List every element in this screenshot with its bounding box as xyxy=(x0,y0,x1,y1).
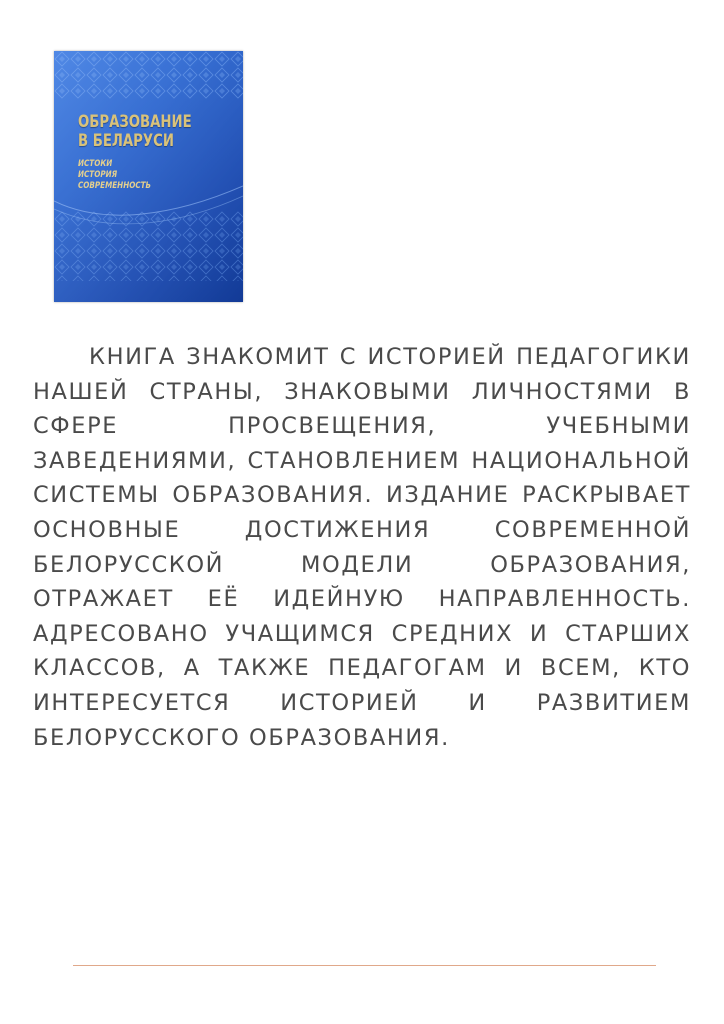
bottom-divider xyxy=(73,965,656,966)
cover-subtitle-line: ИСТОКИ xyxy=(78,159,113,169)
cover-subtitle-line: ИСТОРИЯ xyxy=(78,170,118,180)
cover-subtitle-line: СОВРЕМЕННОСТЬ xyxy=(78,181,152,191)
cover-title-line: ОБРАЗОВАНИЕ xyxy=(78,112,192,132)
cover-title-line: В БЕЛАРУСИ xyxy=(78,131,174,151)
book-description: КНИГА ЗНАКОМИТ С ИСТОРИЕЙ ПЕДАГОГИКИ НАШЕЙ СТРАНЫ, ЗНАКОВЫМИ ЛИЧНОСТЯМИ В СФЕРЕ ПРОСВЕЩЕНИЯ, УЧЕБНЫМИ ЗАВЕДЕНИЯМИ, СТАНОВЛЕНИЕМ НАЦИОНАЛЬНОЙ СИСТЕМЫ ОБРАЗОВАНИЯ. ИЗДАНИЕ РАСКРЫВАЕТ ОСНОВНЫЕ ДОСТИЖЕНИЯ СОВРЕМЕННОЙ БЕЛОРУССКОЙ МОДЕЛИ ОБРАЗОВАНИЯ, ОТРАЖАЕТ ЕЁ ИДЕЙНУЮ НАПРАВЛЕННОСТЬ. АДРЕСОВАНО УЧАЩИМСЯ СРЕДНИХ И СТАРШИХ КЛАССОВ, А ТАКЖЕ ПЕДАГОГАМ И ВСЕМ, КТО ИНТЕРЕСУЕТСЯ ИСТОРИЕЙ И РАЗВИТИЕМ БЕЛОРУССКОГО ОБРАЗОВАНИЯ. xyxy=(33,344,691,751)
cover-title xyxy=(78,113,192,151)
book-cover-image xyxy=(54,51,243,302)
cover-subtitle xyxy=(78,159,151,192)
